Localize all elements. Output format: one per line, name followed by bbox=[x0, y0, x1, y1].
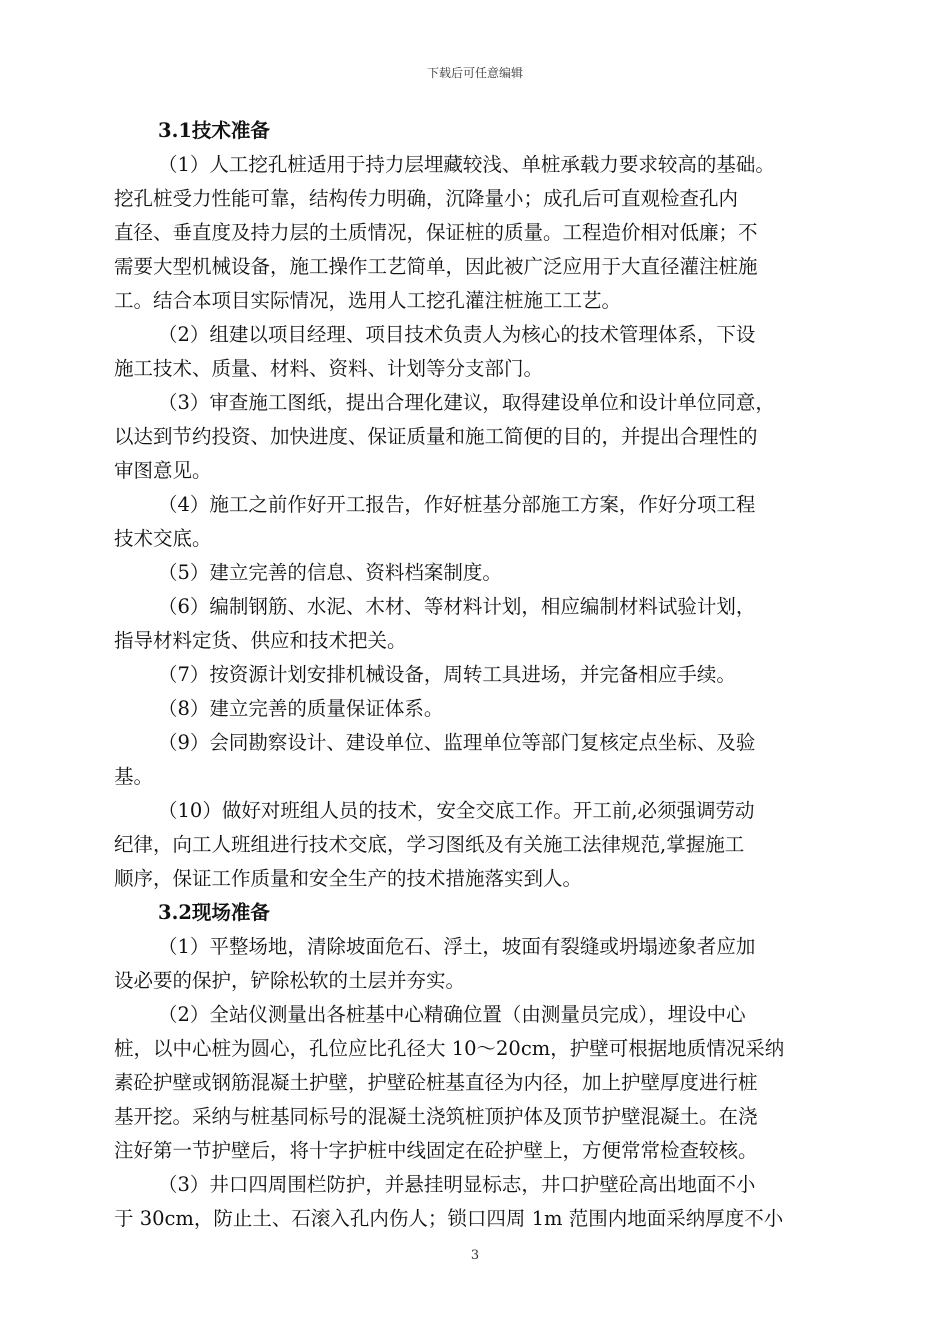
paragraph-line: 桩，以中心桩为圆心，孔位应比孔径大 10～20cm，护壁可根据地质情况采纳 bbox=[114, 1037, 785, 1060]
paragraph-line: （3）井口四周围栏防护，并悬挂明显标志，井口护壁砼高出地面不小 bbox=[158, 1173, 756, 1196]
paragraph-line: 设必要的保护，铲除松软的土层并夯实。 bbox=[114, 969, 466, 992]
paragraph-line: 指导材料定货、供应和技术把关。 bbox=[114, 629, 407, 652]
paragraph-line: （2）组建以项目经理、项目技术负责人为核心的技术管理体系，下设 bbox=[158, 323, 756, 346]
paragraph-line: 挖孔桩受力性能可靠，结构传力明确，沉降量小；成孔后可直观检查孔内 bbox=[114, 187, 739, 210]
paragraph-line: （2）全站仪测量出各桩基中心精确位置（由测量员完成），埋设中心 bbox=[158, 1003, 746, 1026]
paragraph-line: 纪律，向工人班组进行技术交底，学习图纸及有关施工法律规范,掌握施工 bbox=[114, 833, 745, 856]
paragraph-line: 于 30cm，防止土、石滚入孔内伤人；锁口四周 1m 范围内地面采纳厚度不小 bbox=[114, 1207, 784, 1230]
paragraph-line: 技术交底。 bbox=[114, 527, 212, 550]
paragraph-line: （7）按资源计划安排机械设备，周转工具进场，并完备相应手续。 bbox=[158, 663, 736, 686]
paragraph-line: （4）施工之前作好开工报告，作好桩基分部施工方案，作好分项工程 bbox=[158, 493, 756, 516]
section-site-prep bbox=[114, 930, 869, 1236]
paragraph-line: （10）做好对班组人员的技术，安全交底工作。开工前,必须强调劳动 bbox=[158, 799, 755, 822]
paragraph-line: 施工技术、质量、材料、资料、计划等分支部门。 bbox=[114, 357, 544, 380]
section-heading-tech-prep: 3.1技术准备 bbox=[158, 119, 270, 142]
paragraph-line: 注好第一节护壁后，将十字护桩中线固定在砼护壁上，方便常常检查较核。 bbox=[114, 1139, 758, 1162]
paragraph-line: （1）人工挖孔桩适用于持力层埋藏较浅、单桩承载力要求较高的基础。 bbox=[158, 153, 775, 176]
paragraph-line: 素砼护壁或钢筋混凝土护壁，护壁砼桩基直径为内径，加上护壁厚度进行桩 bbox=[114, 1071, 758, 1094]
paragraph-line: （1）平整场地，清除坡面危石、浮土，坡面有裂缝或坍塌迹象者应加 bbox=[158, 935, 756, 958]
paragraph-line: 顺序，保证工作质量和安全生产的技术措施落实到人。 bbox=[114, 867, 583, 890]
paragraph-line: 以达到节约投资、加快进度、保证质量和施工简便的目的，并提出合理性的 bbox=[114, 425, 758, 448]
paragraph-line: 基。 bbox=[114, 765, 154, 788]
paragraph-line: 工。结合本项目实际情况，选用人工挖孔灌注桩施工工艺。 bbox=[114, 289, 622, 312]
header-note: 下载后可任意编辑 bbox=[426, 66, 523, 80]
paragraph-line: 审图意见。 bbox=[114, 459, 212, 482]
paragraph-line: （3）审查施工图纸，提出合理化建议，取得建设单位和设计单位同意， bbox=[158, 391, 775, 414]
paragraph-line: 基开挖。采纳与桩基同标号的混凝土浇筑桩顶护体及顶节护壁混凝土。在浇 bbox=[114, 1105, 758, 1128]
section-heading-site-prep: 3.2现场准备 bbox=[158, 901, 270, 924]
document-body bbox=[114, 114, 869, 1236]
paragraph-line: （9）会同勘察设计、建设单位、监理单位等部门复核定点坐标、及验 bbox=[158, 731, 756, 754]
paragraph-line: 直径、垂直度及持力层的土质情况，保证桩的质量。工程造价相对低廉；不 bbox=[114, 221, 758, 244]
section-tech-prep bbox=[114, 148, 869, 896]
page-number: 3 bbox=[470, 1248, 480, 1263]
paragraph-line: （8）建立完善的质量保证体系。 bbox=[158, 697, 444, 720]
paragraph-line: （6）编制钢筋、水泥、木材、等材料计划，相应编制材料试验计划， bbox=[158, 595, 756, 618]
paragraph-line: （5）建立完善的信息、资料档案制度。 bbox=[158, 561, 502, 584]
paragraph-line: 需要大型机械设备，施工操作工艺简单，因此被广泛应用于大直径灌注桩施 bbox=[114, 255, 758, 278]
